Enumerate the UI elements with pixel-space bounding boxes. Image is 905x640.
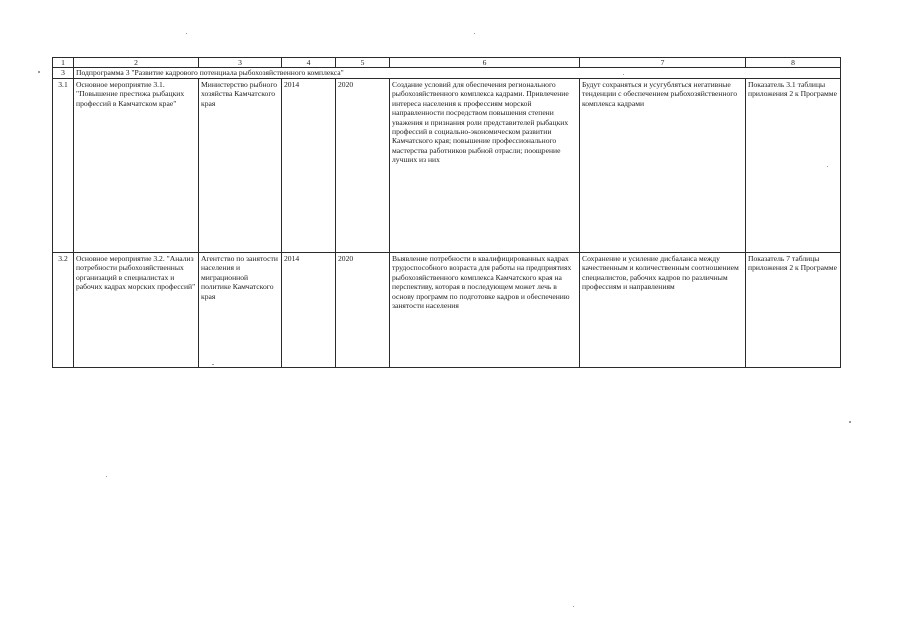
scan-speck [849, 421, 851, 423]
program-measures-table [52, 57, 841, 368]
table-row [53, 79, 841, 253]
scan-speck [106, 476, 107, 477]
expected-result: Выявление потребности в квалифицированных кадрах трудоспособного возраста для работы на предприятиях рыбохозяйственного комплекса Камчатского края на перспективу, которая в последующем может лечь в основу программ по подготовке кадров и обеспечению занятости населения [390, 253, 580, 368]
table-row [53, 253, 841, 368]
column-number: 3 [199, 58, 282, 68]
row-number: 3.1 [53, 79, 74, 253]
scan-speck [212, 364, 214, 365]
related-indicator: Показатель 3.1 таблицы приложения 2 к Программе [746, 79, 841, 253]
column-number-row [53, 58, 841, 68]
subprogram-number: 3 [53, 68, 74, 79]
start-year: 2014 [282, 79, 336, 253]
scan-speck [186, 33, 187, 34]
column-number: 8 [746, 58, 841, 68]
non-implementation-consequences: Сохранение и усиление дисбаланса между качественным и количественным соотношением специалистов, рабочих кадров по различным профессиям и направлениям [580, 253, 746, 368]
subprogram-title: Подпрограмма 3 "Развитие кадрового потенциала рыбохозяйственного комплекса" [74, 68, 841, 79]
related-indicator: Показатель 7 таблицы приложения 2 к Программе [746, 253, 841, 368]
column-number: 2 [74, 58, 199, 68]
scan-speck [827, 166, 828, 167]
scan-speck [623, 74, 624, 75]
column-number: 4 [282, 58, 336, 68]
responsible-executor: Министерство рыбного хозяйства Камчатского края [199, 79, 282, 253]
column-number: 5 [336, 58, 390, 68]
scan-speck [573, 606, 574, 607]
row-number: 3.2 [53, 253, 74, 368]
start-year: 2014 [282, 253, 336, 368]
column-number: 7 [580, 58, 746, 68]
non-implementation-consequences: Будут сохраняться и усугубляться негативные тенденции с обеспечением рыбохозяйственного комплекса кадрами [580, 79, 746, 253]
scan-speck [38, 71, 40, 73]
measure-name: Основное мероприятие 3.2. "Анализ потребности рыбохозяйственных организаций в специалистах и рабочих кадрах морских профессий" [74, 253, 199, 368]
subprogram-row [53, 68, 841, 79]
expected-result: Создание условий для обеспечения регионального рыбохозяйственного комплекса кадрами. Привлечение интереса населения к профессиям морской направленности посредством повышения степени уважения и признания роли представителей рыбацких профессий в социально-экономическом развитии Камчатского края; повышение профессионального мастерства работников рыбной отрасли; поощрение лучших из них [390, 79, 580, 253]
column-number: 6 [390, 58, 580, 68]
end-year: 2020 [336, 253, 390, 368]
column-number: 1 [53, 58, 74, 68]
scan-speck [474, 33, 475, 34]
responsible-executor: Агентство по занятости населения и миграционной политике Камчатского края [199, 253, 282, 368]
end-year: 2020 [336, 79, 390, 253]
measure-name: Основное мероприятие 3.1. "Повышение престижа рыбацких профессий в Камчатском крае" [74, 79, 199, 253]
